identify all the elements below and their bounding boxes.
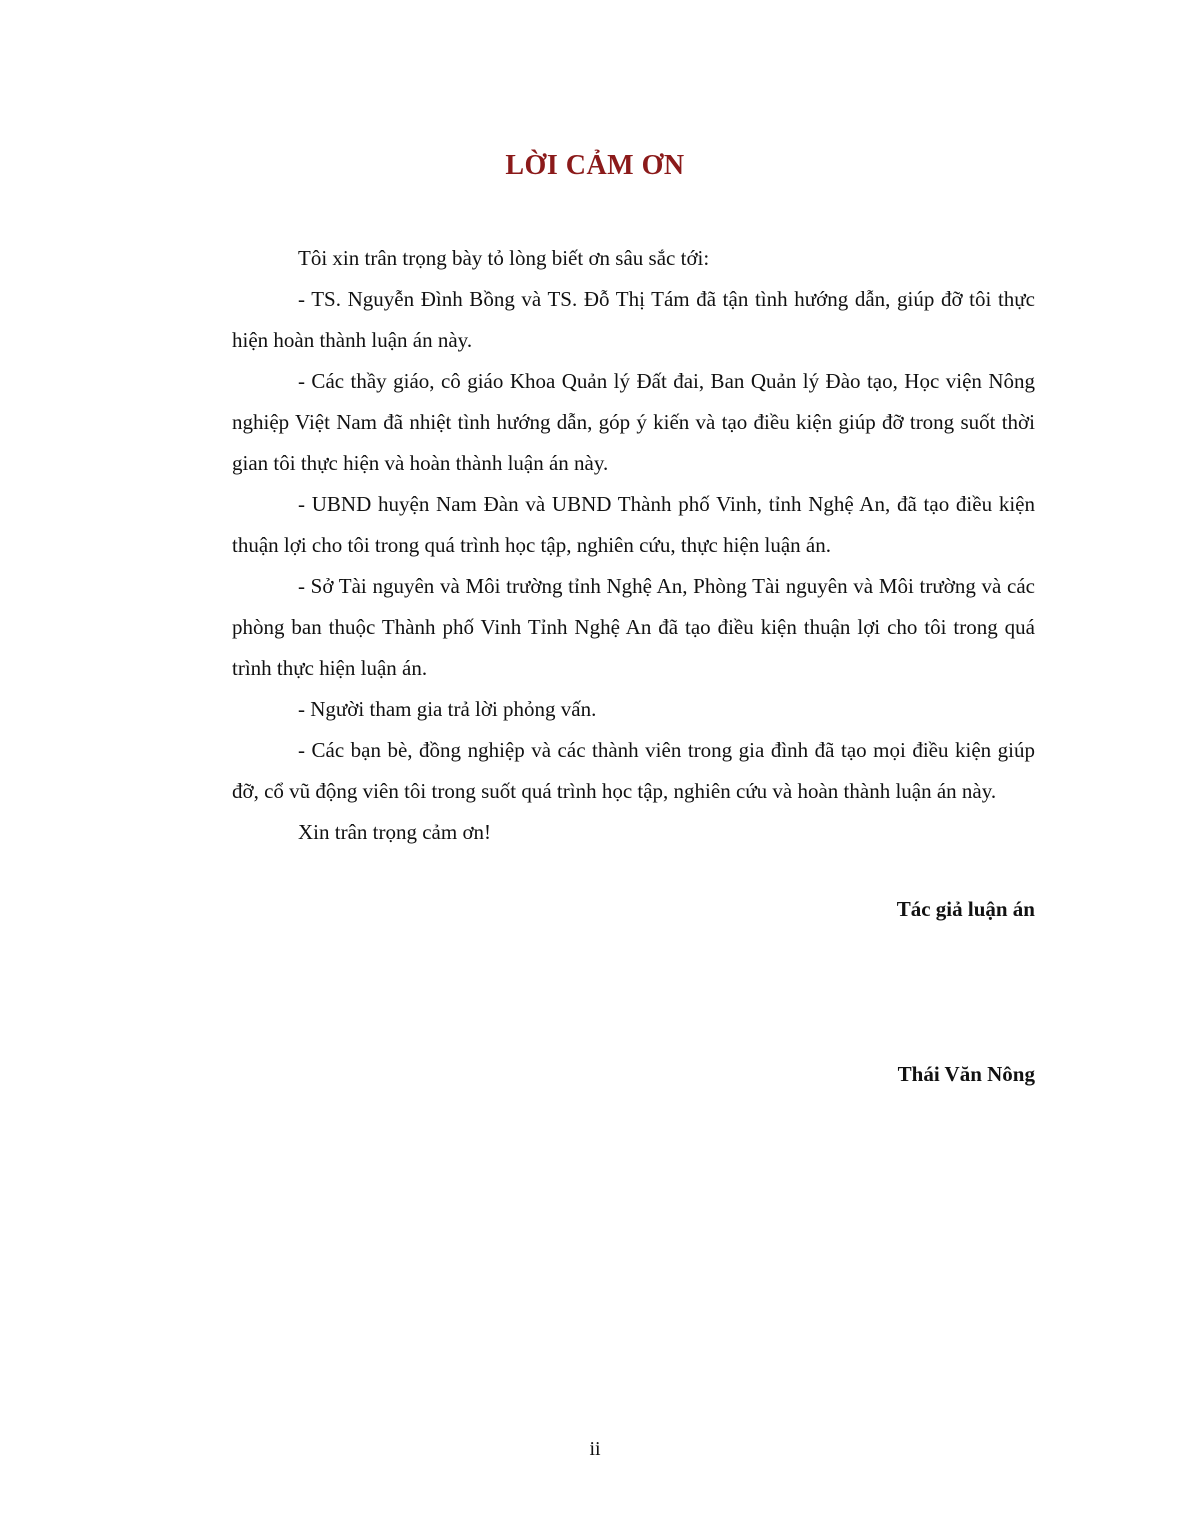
paragraph-supervisors: - TS. Nguyễn Đình Bồng và TS. Đỗ Thị Tám đã tận tình hướng dẫn, giúp đỡ tôi thực hiện hoàn thành luận án này. bbox=[232, 287, 1035, 352]
signature-role: Tác giả luận án bbox=[896, 897, 1035, 921]
paragraph-intro: Tôi xin trân trọng bày tỏ lòng biết ơn sâu sắc tới: bbox=[298, 246, 710, 270]
body-text bbox=[232, 238, 1035, 853]
page-number: ii bbox=[589, 1438, 601, 1460]
paragraph-faculty: - Các thầy giáo, cô giáo Khoa Quản lý Đất đai, Ban Quản lý Đào tạo, Học viện Nông nghiệp Việt Nam đã nhiệt tình hướng dẫn, góp ý kiến và tạo điều kiện giúp đỡ trong suốt thời gian tôi thực hiện và hoàn thành luận án này. bbox=[232, 369, 1035, 475]
paragraph-family: - Các bạn bè, đồng nghiệp và các thành viên trong gia đình đã tạo mọi điều kiện giúp đỡ, cổ vũ động viên tôi trong suốt quá trình học tập, nghiên cứu và hoàn thành luận án này. bbox=[232, 738, 1035, 803]
paragraph-local-government: - UBND huyện Nam Đàn và UBND Thành phố Vinh, tỉnh Nghệ An, đã tạo điều kiện thuận lợi cho tôi trong quá trình học tập, nghiên cứu, thực hiện luận án. bbox=[232, 492, 1035, 557]
paragraph-closing: Xin trân trọng cảm ơn! bbox=[298, 820, 492, 844]
paragraph-departments: - Sở Tài nguyên và Môi trường tỉnh Nghệ An, Phòng Tài nguyên và Môi trường và các phòng ban thuộc Thành phố Vinh Tỉnh Nghệ An đã tạo điều kiện thuận lợi cho tôi trong quá trình thực hiện luận án. bbox=[232, 574, 1035, 680]
signature-name: Thái Văn Nông bbox=[897, 1062, 1035, 1086]
page-title: LỜI CẢM ƠN bbox=[505, 150, 685, 181]
paragraph-interviewees: - Người tham gia trả lời phỏng vấn. bbox=[298, 697, 597, 721]
